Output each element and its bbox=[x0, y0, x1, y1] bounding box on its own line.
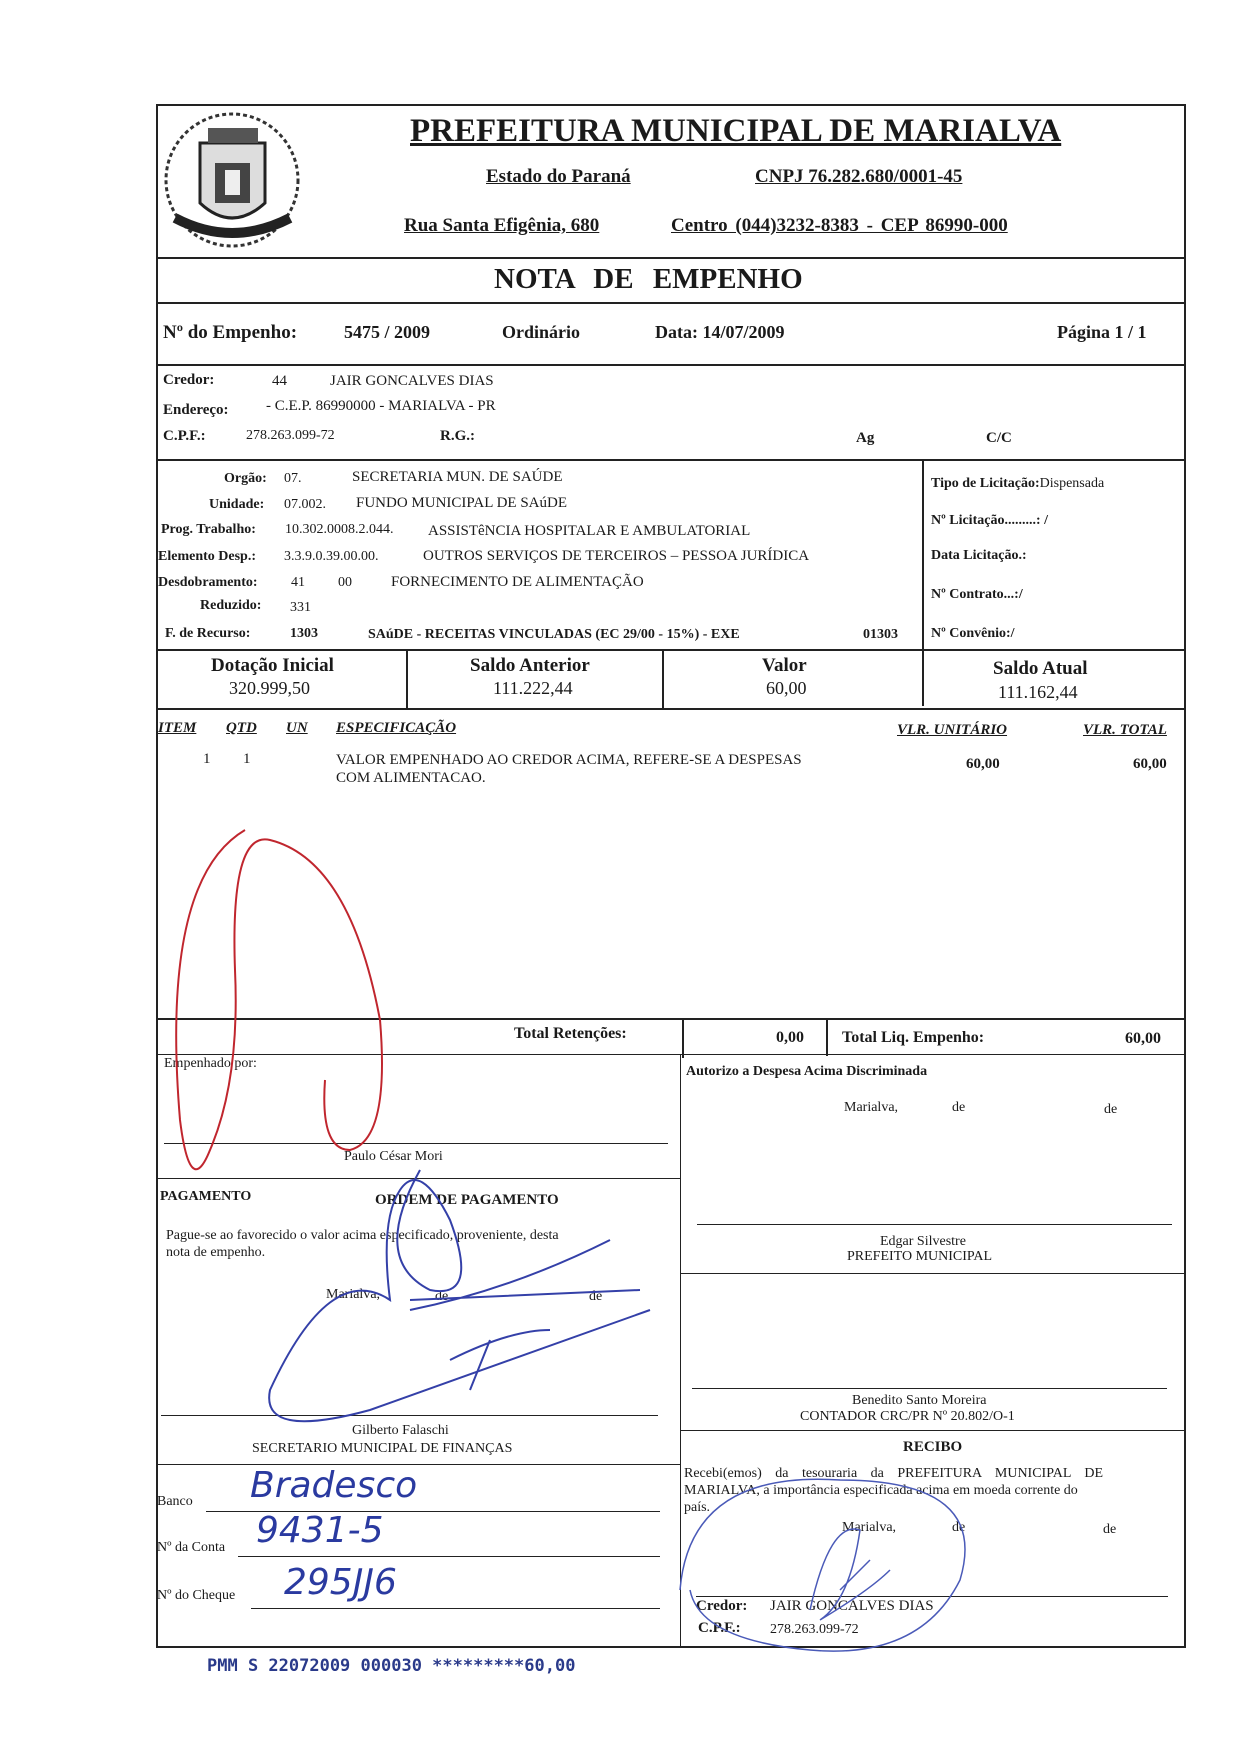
cheque-handwritten: 295JJ6 bbox=[284, 1562, 397, 1603]
header-state: Estado do Paraná bbox=[486, 166, 631, 187]
recibo-de2: de bbox=[1103, 1522, 1117, 1537]
banco-label: Banco bbox=[157, 1494, 193, 1509]
recibo-text-line3: país. bbox=[684, 1500, 711, 1515]
recurso-code2: 01303 bbox=[863, 627, 898, 642]
item-espec-line2: COM ALIMENTACAO. bbox=[336, 770, 486, 786]
reduzido-label: Reduzido: bbox=[200, 598, 262, 613]
empenhado-label: Empenhado por: bbox=[164, 1056, 257, 1071]
recibo-cpf: 278.263.099-72 bbox=[770, 1622, 859, 1637]
pagamento-text-line1: Pague-se ao favorecido o valor acima especificado, proveniente, desta bbox=[166, 1228, 559, 1243]
saldo-anterior: 111.222,44 bbox=[493, 678, 573, 698]
pagamento-de2: de bbox=[589, 1289, 603, 1304]
unidade-code: 07.002. bbox=[284, 497, 326, 512]
recurso-label: F. de Recurso: bbox=[165, 626, 251, 641]
recurso: SAúDE - RECEITAS VINCULADAS (EC 29/00 - 15%) - EXE bbox=[368, 627, 740, 642]
contador-name: Benedito Santo Moreira bbox=[852, 1393, 987, 1408]
desdob-code1: 41 bbox=[291, 575, 305, 590]
banco-handwritten: Bradesco bbox=[250, 1465, 418, 1506]
unidade: FUNDO MUNICIPAL DE SAúDE bbox=[356, 495, 567, 511]
desdob-code2: 00 bbox=[338, 575, 352, 590]
red-signature-scribble bbox=[150, 820, 400, 1200]
saldo-atual: 111.162,44 bbox=[998, 682, 1078, 702]
retencoes: 0,00 bbox=[776, 1029, 804, 1046]
cc-label: C/C bbox=[986, 430, 1012, 446]
recibo-label: RECIBO bbox=[903, 1439, 963, 1455]
pagamento-city: Marialva, bbox=[326, 1287, 381, 1302]
cpf-label: C.P.F.: bbox=[163, 428, 206, 444]
licitacao-tipo-label bbox=[931, 476, 1104, 492]
blue-signature-pagamento bbox=[250, 1160, 670, 1440]
item-number: 1 bbox=[203, 751, 211, 767]
licitacao-numero: Nº Licitação.........: / bbox=[931, 513, 1048, 528]
orgao-label: Orgão: bbox=[224, 471, 267, 486]
items-header-vlr-unit: VLR. UNITÁRIO bbox=[897, 722, 1008, 738]
reduzido: 331 bbox=[290, 600, 311, 615]
doc-title: NOTA DE EMPENHO bbox=[494, 263, 803, 295]
item-qtd: 1 bbox=[243, 751, 251, 767]
recurso-code: 1303 bbox=[290, 626, 318, 641]
valor: 60,00 bbox=[766, 678, 807, 698]
empenho-number-label: Nº do Empenho: bbox=[163, 322, 298, 343]
retencoes-label: Total Retenções: bbox=[514, 1025, 627, 1042]
recibo-credor: JAIR GONCALVES DIAS bbox=[770, 1598, 934, 1614]
empenho-page: Página 1 / 1 bbox=[1057, 322, 1147, 342]
autorizo-de2: de bbox=[1104, 1102, 1118, 1117]
elemento-code: 3.3.9.0.39.00.00. bbox=[284, 549, 379, 564]
item-total-value: 60,00 bbox=[1133, 756, 1167, 772]
item-espec-line1: VALOR EMPENHADO AO CREDOR ACIMA, REFERE-SE A DESPESAS bbox=[336, 752, 802, 768]
items-header-vlr-total: VLR. TOTAL bbox=[1083, 722, 1167, 738]
desdob: FORNECIMENTO DE ALIMENTAÇÃO bbox=[391, 574, 644, 590]
prog-code: 10.302.0008.2.044. bbox=[285, 522, 394, 537]
cpf: 278.263.099-72 bbox=[246, 428, 335, 443]
liq: 60,00 bbox=[1125, 1030, 1161, 1047]
recibo-credor-label: Credor: bbox=[696, 1598, 748, 1614]
header-title: PREFEITURA MUNICIPAL DE MARIALVA bbox=[410, 113, 1062, 149]
licitacao-tipo: Dispensada bbox=[1039, 476, 1105, 491]
dotacao-label: Dotação Inicial bbox=[211, 655, 334, 676]
empenho-date: Data: 14/07/2009 bbox=[655, 322, 785, 342]
credor-label: Credor: bbox=[163, 372, 215, 388]
pagamento-de1: de bbox=[435, 1289, 449, 1304]
rg-label: R.G.: bbox=[440, 428, 475, 444]
autorizo-city: Marialva, bbox=[844, 1100, 899, 1115]
empenho-type: Ordinário bbox=[502, 322, 581, 342]
ordem-pagamento-label: ORDEM DE PAGAMENTO bbox=[375, 1192, 559, 1208]
header-cnpj: CNPJ 76.282.680/0001-45 bbox=[755, 166, 963, 187]
autorizo-de1: de bbox=[952, 1100, 966, 1115]
licitacao-convenio: Nº Convênio:/ bbox=[931, 626, 1015, 641]
recibo-text-line2: MARIALVA, a importância especificada acima em moeda corrente do bbox=[684, 1483, 1078, 1498]
prog-label: Prog. Trabalho: bbox=[161, 522, 256, 537]
recibo-cpf-label: C.P.F.: bbox=[698, 1620, 741, 1636]
contador-role: CONTADOR CRC/PR Nº 20.802/O-1 bbox=[800, 1409, 1015, 1424]
items-header-item: ITEM bbox=[158, 720, 197, 736]
ag-label: Ag bbox=[856, 430, 875, 446]
pagamento-label: PAGAMENTO bbox=[160, 1189, 252, 1204]
recibo-de1: de bbox=[952, 1520, 966, 1535]
pagamento-signer-role: SECRETARIO MUNICIPAL DE FINANÇAS bbox=[252, 1441, 513, 1456]
endereco-label: Endereço: bbox=[163, 402, 229, 418]
prog: ASSISTêNCIA HOSPITALAR E AMBULATORIAL bbox=[428, 523, 751, 539]
header-address: Rua Santa Efigênia, 680 bbox=[404, 215, 600, 236]
empenho-number: 5475 / 2009 bbox=[344, 322, 431, 342]
header-phone: Centro (044)3232-8383 - CEP 86990-000 bbox=[671, 215, 1008, 236]
recibo-city: Marialva, bbox=[842, 1520, 897, 1535]
autorizo-signer: Edgar Silvestre bbox=[880, 1234, 966, 1249]
orgao-code: 07. bbox=[284, 471, 302, 486]
cheque-label: Nº do Cheque bbox=[157, 1588, 236, 1603]
credor-code: 44 bbox=[272, 373, 287, 389]
autorizo-signer-role: PREFEITO MUNICIPAL bbox=[847, 1249, 993, 1264]
recibo-text-line1: Recebi(emos) da tesouraria da PREFEITURA MUNICIPAL DE bbox=[684, 1466, 1104, 1481]
licitacao-contrato: Nº Contrato...:/ bbox=[931, 587, 1023, 602]
elemento: OUTROS SERVIÇOS DE TERCEIROS – PESSOA JURÍDICA bbox=[423, 548, 810, 564]
saldo-anterior-label: Saldo Anterior bbox=[470, 655, 590, 676]
pagamento-signer: Gilberto Falaschi bbox=[352, 1423, 449, 1438]
credor-name: JAIR GONCALVES DIAS bbox=[330, 373, 494, 389]
dotacao: 320.999,50 bbox=[229, 678, 310, 698]
items-header-un: UN bbox=[286, 720, 308, 736]
footer-stamp: PMM S 22072009 000030 *********60,00 bbox=[207, 1656, 576, 1676]
endereco: - C.E.P. 86990000 - MARIALVA - PR bbox=[266, 398, 496, 414]
conta-handwritten: 9431-5 bbox=[256, 1510, 384, 1551]
valor-label: Valor bbox=[762, 655, 807, 676]
licitacao-data: Data Licitação.: bbox=[931, 548, 1027, 563]
saldo-atual-label: Saldo Atual bbox=[993, 658, 1088, 679]
licitacao-tipo-label-text: Tipo de Licitação: bbox=[931, 476, 1040, 491]
orgao: SECRETARIA MUN. DE SAÚDE bbox=[352, 469, 563, 485]
pagamento-text-line2: nota de empenho. bbox=[166, 1245, 266, 1260]
autorizo-label: Autorizo a Despesa Acima Discriminada bbox=[686, 1064, 928, 1079]
items-header-qtd: QTD bbox=[226, 720, 257, 736]
liq-label: Total Liq. Empenho: bbox=[842, 1029, 985, 1046]
elemento-label: Elemento Desp.: bbox=[158, 549, 256, 564]
unidade-label: Unidade: bbox=[209, 497, 265, 512]
item-unit-value: 60,00 bbox=[966, 756, 1000, 772]
blue-signature-recibo bbox=[660, 1440, 1020, 1660]
empenhado-name: Paulo César Mori bbox=[344, 1149, 443, 1164]
desdob-label: Desdobramento: bbox=[158, 575, 258, 590]
items-header-espec: ESPECIFICAÇÃO bbox=[336, 720, 457, 736]
conta-label: Nº da Conta bbox=[157, 1540, 226, 1555]
